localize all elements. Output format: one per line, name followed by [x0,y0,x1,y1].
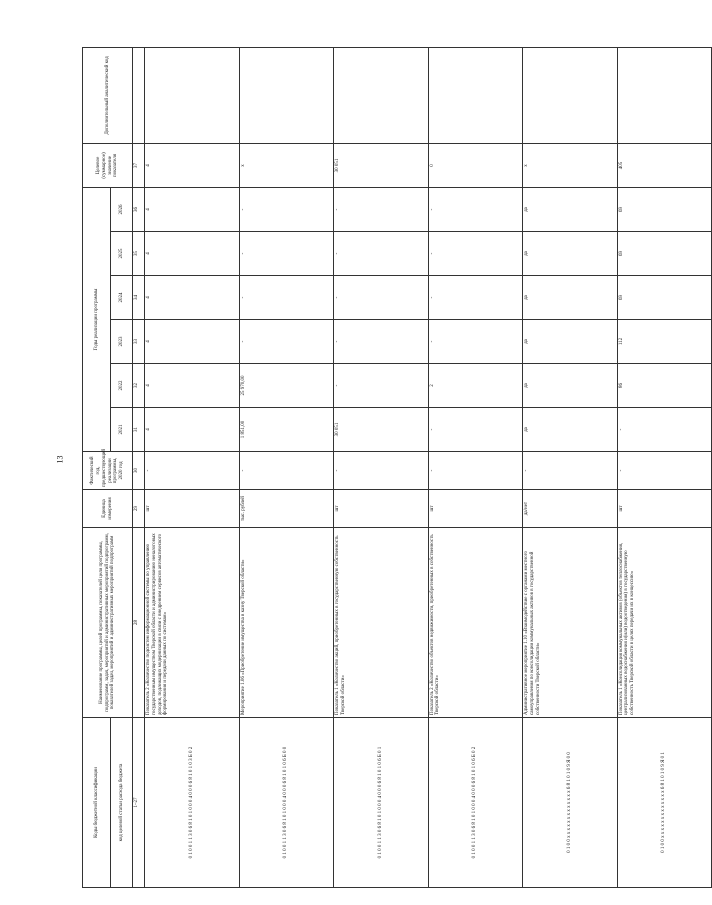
unit-cell: шт [145,490,239,528]
year-2026: 2026 [111,187,133,231]
year-value-cell: 4 [145,364,239,408]
year-2021: 2021 [111,408,133,452]
year-value-cell: - [428,187,522,231]
year-value-cell: - [334,364,428,408]
year-value-cell: 4 [145,320,239,364]
document-sheet [82,48,712,888]
col-num-36: 36 [133,187,145,231]
col-num-31: 31 [133,408,145,452]
year-value-cell: 112 [617,320,712,364]
admin-code-cell [334,47,428,143]
year-value-cell: да [523,276,617,320]
factual-cell: - [523,452,617,490]
year-2023: 2023 [111,320,133,364]
year-value-cell: - [428,320,522,364]
year-2024: 2024 [111,276,133,320]
unit-cell: тыс. рублей [239,490,333,528]
year-value-cell: - [239,187,333,231]
year-value-cell: - [428,276,522,320]
year-2025: 2025 [111,232,133,276]
name-cell: Показатель 2 «Количество объектов недвижимости, приобретенных в собственность Тверской области» [428,528,522,718]
year-value-cell: да [523,232,617,276]
year-value-cell: да [523,364,617,408]
target-cell: 0 [428,143,522,187]
admin-code-cell [428,47,522,143]
name-cell: Административное мероприятие 1.10 «Взаимодействие с органами местного самоуправления по консолидации коммунальных активов в государственной собственности Тверской области» [523,528,617,718]
page-number: 13 [55,455,65,464]
table-body [133,47,712,887]
year-value-cell: - [334,187,428,231]
table-row [334,47,428,887]
col-num-33: 33 [133,320,145,364]
factual-cell: - [617,452,712,490]
col-num-1-27: 1–27 [133,718,145,888]
year-value-cell: 4 [145,276,239,320]
code-cell: 0 1 0 0 1 1 3 0 6 8 1 0 1 0 0 0 4 0 0 0 6 8 1 0 1 0 6 Б 0 2 [428,718,522,888]
name-cell: Показатель 2 «Количество подсистем информационной системы по управлению государственным имуществом Тверской области и администрированию неналоговых доходов, подлежащих модернизации в связи с внедрением сервисов автоматического формирования и передачи данных по системам» [145,528,239,718]
header-name: Наименование программы, целей программы, показателей цели программы, подпрограмм, задач, мероприятий и административных мероприятий подпрограмм, показателей задач, мероприятий и административных мероприятий подпрограмм [83,528,133,718]
program-indicators-table [82,47,712,888]
header-years: Годы реализации программы [83,187,111,451]
code-cell: 0 1 0 0 1 1 3 0 6 8 1 0 1 0 0 0 4 0 0 0 6 8 1 0 1 0 6 Б 0 0 [239,718,333,888]
year-value-cell: 1 851,00 [239,408,333,452]
year-value-cell: - [617,408,712,452]
col-num-34: 34 [133,276,145,320]
year-value-cell: - [334,232,428,276]
table-row [239,47,333,887]
table-row [145,47,239,887]
year-value-cell: - [239,276,333,320]
year-value-cell: - [334,320,428,364]
year-2022: 2022 [111,364,133,408]
factual-cell: - [239,452,333,490]
code-cell: 0 1 0 0 х х х х х х х х х х х х х 6 8 1 0 1 0 9 Я 0 1 [617,718,712,888]
factual-cell: - [145,452,239,490]
admin-code-cell [145,47,239,143]
year-value-cell: 86 [617,364,712,408]
col-num-30: 30 [133,452,145,490]
year-value-cell: - [239,232,333,276]
year-value-cell: 4 [145,232,239,276]
year-value-cell: 69 [617,276,712,320]
year-value-cell: 25 970,00 [239,364,333,408]
code-cell: 0 1 0 0 1 1 3 0 6 8 1 0 1 0 0 0 4 0 0 0 6 8 1 0 1 0 3 Б 0 2 [145,718,239,888]
unit-cell: шт [428,490,522,528]
year-value-cell: - [428,408,522,452]
header-budget-article: код целевой статьи расхода бюджета [111,718,133,888]
year-value-cell: да [523,187,617,231]
header-factual-year: Фактический год, предшествующий реализации программы, 2020 год [83,452,133,490]
col-num-28: 28 [133,528,145,718]
year-value-cell: - [239,320,333,364]
col-num-32: 32 [133,364,145,408]
target-cell: 405 [617,143,712,187]
name-cell: Показатель 1 «Количество акций, приобретенных в государственную собственность Тверской области» [334,528,428,718]
unit-cell: шт [617,490,712,528]
column-numbers-row [133,47,145,887]
col-num-37: 37 [133,143,145,187]
header-target: Целевое (суммарное) значение показателя [83,143,133,187]
admin-code-cell [239,47,333,143]
name-cell: Показатель 1 «Консолидация коммунальных активов (объектов теплоснабжения, централизованных водоснабжения и(или) водоотведения) в государственную собственность Тверской области в целях передачи их в концессию» [617,528,712,718]
year-value-cell: да [523,320,617,364]
unit-cell: да/нет [523,490,617,528]
target-cell: х [523,143,617,187]
year-value-cell: - [428,232,522,276]
factual-cell: - [334,452,428,490]
factual-cell: - [428,452,522,490]
header-budget-codes: Коды бюджетной классификации [83,718,111,888]
rotated-table-container [82,48,712,888]
col-num-29: 29 [133,490,145,528]
target-cell: х [239,143,333,187]
table-row [428,47,522,887]
unit-cell: шт [334,490,428,528]
header-admin-code: Дополнительный аналитический код [83,47,133,143]
year-value-cell: 69 [617,187,712,231]
year-value-cell: - [334,276,428,320]
table-row [617,47,712,887]
name-cell: Мероприятие 1.06 «Приобретение имущества в казну Тверской области» [239,528,333,718]
year-value-cell: 30 051 [334,408,428,452]
target-cell: 4 [145,143,239,187]
target-cell: 30 051 [334,143,428,187]
year-value-cell: да [523,408,617,452]
col-num-35: 35 [133,232,145,276]
year-value-cell: 4 [145,408,239,452]
year-value-cell: 2 [428,364,522,408]
col-num-extra [133,47,145,143]
admin-code-cell [617,47,712,143]
code-cell: 0 1 0 0 1 1 3 0 6 8 1 0 1 0 0 0 4 0 0 0 6 8 1 0 1 0 6 Б 0 1 [334,718,428,888]
year-value-cell: 4 [145,187,239,231]
header-unit: Единица измерения [83,490,133,528]
year-value-cell: 69 [617,232,712,276]
admin-code-cell [523,47,617,143]
code-cell: 0 1 0 0 х х х х х х х х х х х х х 6 8 1 0 1 0 9 Я 0 0 [523,718,617,888]
table-row [523,47,617,887]
